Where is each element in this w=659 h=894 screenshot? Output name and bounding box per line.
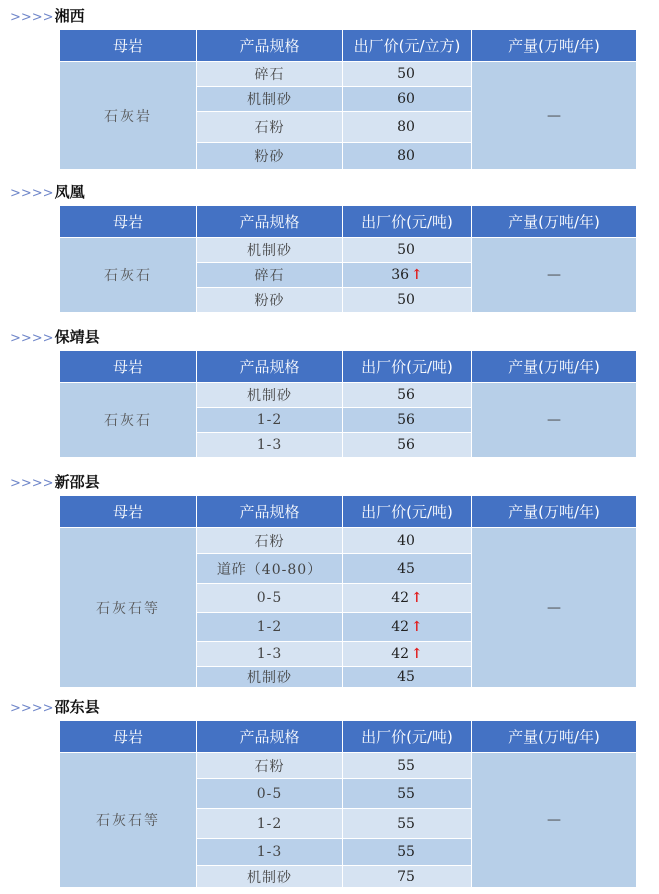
rock-cell: 石灰石等 [60, 753, 197, 888]
price-value: 75 [397, 868, 415, 885]
price-value: 80 [397, 148, 415, 164]
price-value: 40 [397, 532, 415, 549]
price-value: 55 [397, 757, 415, 774]
region-title: 邵东县 [54, 698, 100, 716]
price-value: 55 [397, 844, 415, 860]
output-cell: — [472, 383, 637, 458]
output-cell: — [472, 528, 637, 688]
price-cell [343, 642, 472, 667]
table-row [60, 753, 637, 779]
price-value: 60 [397, 91, 415, 107]
price-cell [343, 62, 472, 87]
table-header-row [60, 351, 637, 383]
price-cell [343, 584, 472, 613]
price-cell [343, 866, 472, 888]
region-heading [10, 696, 100, 718]
header-spec: 产品规格 [197, 206, 343, 238]
spec-cell: 石粉 [197, 753, 343, 779]
spec-cell: 1-2 [197, 809, 343, 839]
spec-cell: 1-3 [197, 433, 343, 458]
arrows-marker: >>>> [10, 186, 54, 201]
price-cell [343, 288, 472, 313]
rock-cell: 石灰石 [60, 238, 197, 313]
price-value: 80 [397, 119, 415, 135]
header-output: 产量(万吨/年) [472, 496, 637, 528]
header-price: 出厂价(元/立方) [343, 30, 472, 62]
price-cell [343, 263, 472, 288]
spec-cell: 石粉 [197, 528, 343, 554]
spec-cell: 机制砂 [197, 238, 343, 263]
rock-cell: 石灰石等 [60, 528, 197, 688]
header-output: 产量(万吨/年) [472, 721, 637, 753]
region-heading [10, 326, 100, 348]
header-spec: 产品规格 [197, 30, 343, 62]
price-cell [343, 528, 472, 554]
header-output: 产量(万吨/年) [472, 351, 637, 383]
table-row [60, 383, 637, 408]
price-cell [343, 839, 472, 866]
spec-cell: 机制砂 [197, 866, 343, 888]
price-value: 56 [397, 412, 415, 428]
header-price: 出厂价(元/吨) [343, 721, 472, 753]
header-rock: 母岩 [60, 351, 197, 383]
region-title: 新邵县 [54, 473, 100, 491]
price-cell [343, 613, 472, 642]
region-title: 保靖县 [54, 328, 100, 346]
price-cell [343, 383, 472, 408]
region-heading [10, 471, 100, 493]
header-price: 出厂价(元/吨) [343, 496, 472, 528]
arrows-marker: >>>> [10, 701, 54, 716]
spec-cell: 1-3 [197, 839, 343, 866]
output-cell: — [472, 238, 637, 313]
header-spec: 产品规格 [197, 496, 343, 528]
region-title: 湘西 [54, 7, 85, 25]
spec-cell: 1-3 [197, 642, 343, 667]
rock-cell: 石灰岩 [60, 62, 197, 170]
table-header-row [60, 206, 637, 238]
price-cell [343, 667, 472, 688]
header-spec: 产品规格 [197, 351, 343, 383]
output-cell: — [472, 753, 637, 888]
spec-cell: 石粉 [197, 112, 343, 143]
price-cell [343, 753, 472, 779]
spec-cell: 道砟（40-80） [197, 554, 343, 584]
region-heading [10, 5, 85, 27]
up-arrow-icon: ↑ [411, 646, 423, 662]
up-arrow-icon: ↑ [411, 267, 423, 283]
price-cell [343, 554, 472, 584]
price-table [59, 350, 637, 458]
price-value: 42 [391, 590, 410, 606]
header-spec: 产品规格 [197, 721, 343, 753]
table-row [60, 238, 637, 263]
price-value: 45 [397, 560, 415, 577]
table-header-row [60, 30, 637, 62]
price-value: 50 [397, 292, 415, 308]
table-header-row [60, 496, 637, 528]
price-cell [343, 112, 472, 143]
spec-cell: 0-5 [197, 584, 343, 613]
table-header-row [60, 721, 637, 753]
price-value: 55 [397, 815, 415, 832]
spec-cell: 1-2 [197, 613, 343, 642]
spec-cell: 机制砂 [197, 87, 343, 112]
price-table [59, 29, 637, 170]
price-value: 56 [397, 387, 415, 403]
region-title: 凤凰 [54, 183, 85, 201]
up-arrow-icon: ↑ [411, 590, 423, 606]
spec-cell: 机制砂 [197, 667, 343, 688]
price-value: 56 [397, 437, 415, 453]
price-value: 42 [391, 646, 410, 662]
table-row [60, 62, 637, 87]
price-value: 45 [397, 669, 415, 685]
arrows-marker: >>>> [10, 476, 54, 491]
arrows-marker: >>>> [10, 10, 54, 25]
header-rock: 母岩 [60, 30, 197, 62]
region-heading [10, 181, 85, 203]
price-value: 42 [391, 619, 410, 635]
price-cell [343, 238, 472, 263]
price-cell [343, 87, 472, 112]
header-output: 产量(万吨/年) [472, 30, 637, 62]
up-arrow-icon: ↑ [411, 619, 423, 635]
price-cell [343, 809, 472, 839]
arrows-marker: >>>> [10, 331, 54, 346]
spec-cell: 碎石 [197, 62, 343, 87]
spec-cell: 0-5 [197, 779, 343, 809]
header-output: 产量(万吨/年) [472, 206, 637, 238]
header-price: 出厂价(元/吨) [343, 351, 472, 383]
spec-cell: 碎石 [197, 263, 343, 288]
output-cell: — [472, 62, 637, 170]
price-cell [343, 433, 472, 458]
rock-cell: 石灰石 [60, 383, 197, 458]
price-value: 50 [397, 66, 415, 82]
spec-cell: 粉砂 [197, 288, 343, 313]
price-table [59, 205, 637, 313]
header-rock: 母岩 [60, 206, 197, 238]
price-table [59, 720, 637, 888]
price-value: 36 [391, 267, 410, 283]
spec-cell: 粉砂 [197, 143, 343, 170]
spec-cell: 机制砂 [197, 383, 343, 408]
header-rock: 母岩 [60, 721, 197, 753]
header-price: 出厂价(元/吨) [343, 206, 472, 238]
spec-cell: 1-2 [197, 408, 343, 433]
price-value: 55 [397, 785, 415, 802]
header-rock: 母岩 [60, 496, 197, 528]
price-cell [343, 779, 472, 809]
price-table [59, 495, 637, 688]
price-cell [343, 143, 472, 170]
table-row [60, 528, 637, 554]
price-cell [343, 408, 472, 433]
price-value: 50 [397, 242, 415, 258]
